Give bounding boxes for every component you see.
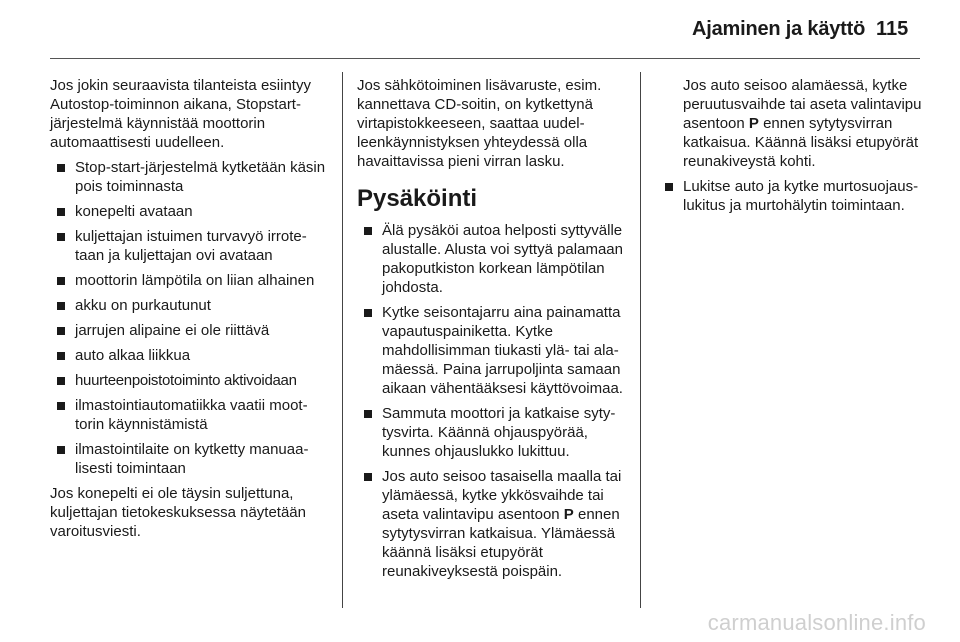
column-divider <box>342 72 343 608</box>
square-bullet-icon <box>57 327 65 335</box>
column-1-outro: Jos konepelti ei ole täysin suljettuna, kuljettajan tietokeskuksessa näytetään varoitusviesti. <box>50 485 306 540</box>
list-item: Älä pysäköi autoa helposti syttyvälle alustalle. Alusta voi syttyä palamaan pakoputkiston korkean lämpötilan johdosta. <box>357 221 629 297</box>
square-bullet-icon <box>665 183 673 191</box>
square-bullet-icon <box>364 473 372 481</box>
list-item: auto alkaa liikkua <box>50 346 330 365</box>
list-item: ilmastointiautomatiikka vaatii moottorin käynnistämistä <box>50 396 330 434</box>
page-number: 115 <box>876 18 909 40</box>
column-3 <box>658 76 948 221</box>
list-item: huurteenpoistotoiminto aktivoidaan <box>50 371 330 390</box>
list-item: jarrujen alipaine ei ole riittävä <box>50 321 330 340</box>
square-bullet-icon <box>57 208 65 216</box>
header-rule <box>50 58 920 59</box>
square-bullet-icon <box>57 352 65 360</box>
list-item: Jos auto seisoo tasaisella maalla tai ylämäessä, kytke ykkösvaihde tai aseta valintavipu asentoon P ennen sytytysvirran katkaisua. Ylämäessä käännä lisäksi etupyörät reunakiveyksestä poispäin. <box>357 467 629 581</box>
column-1-intro: Jos jokin seuraavista tilanteista esiintyy Autostop-toiminnon aikana, Stopstart-järjestelmä käynnistää moottorin automaattisesti uudelleen. <box>50 77 311 151</box>
page-title: Ajaminen ja käyttö <box>692 18 866 40</box>
list-item: moottorin lämpötila on liian alhainen <box>50 271 330 290</box>
column-divider <box>640 72 641 608</box>
list-item: Stop-start-järjestelmä kytketään käsin pois toiminnasta <box>50 158 330 196</box>
square-bullet-icon <box>57 277 65 285</box>
parking-instructions-continued <box>658 76 948 215</box>
column-2-intro: Jos sähkötoiminen lisävaruste, esim. kannettava CD-soitin, on kytkettynä virtapistokkeeseen, saattaa uudelleenkäynnistyksen yhteydessä olla havaittavissa pieni virran lasku. <box>357 77 602 170</box>
section-heading-parking: Pysäköinti <box>357 185 478 212</box>
parking-instructions-list <box>357 221 629 581</box>
square-bullet-icon <box>57 164 65 172</box>
square-bullet-icon <box>57 302 65 310</box>
autostart-conditions-list <box>50 158 330 478</box>
watermark: carmanualsonline.info <box>707 610 926 635</box>
list-item-continued: Jos auto seisoo alamäessä, kytke peruutusvaihde tai aseta valintavipu asentoon P ennen sytytysvirran katkaisua. Käännä lisäksi etupyörät reunakiveystä kohti. <box>683 77 922 170</box>
list-item: ilmastointilaite on kytketty manuaalisesti toimintaan <box>50 440 330 478</box>
square-bullet-icon <box>57 377 65 385</box>
list-item: Sammuta moottori ja katkaise sytytysvirta. Käännä ohjauspyörää, kunnes ohjauslukko lukittuu. <box>357 404 629 461</box>
square-bullet-icon <box>57 402 65 410</box>
column-2 <box>357 76 629 587</box>
list-item: Lukitse auto ja kytke murtosuojauslukitus ja murtohälytin toimintaan. <box>658 177 948 215</box>
square-bullet-icon <box>364 227 372 235</box>
square-bullet-icon <box>57 233 65 241</box>
square-bullet-icon <box>57 446 65 454</box>
list-item: konepelti avataan <box>50 202 330 221</box>
list-item: akku on purkautunut <box>50 296 330 315</box>
column-1 <box>50 76 330 541</box>
square-bullet-icon <box>364 309 372 317</box>
square-bullet-icon <box>364 410 372 418</box>
list-item: Kytke seisontajarru aina painamatta vapautuspainiketta. Kytke mahdollisimman tiukasti ylä- tai alamäessä. Paina jarrupoljinta samaan aikaan vähentääksesi käyttövoimaa. <box>357 303 629 398</box>
list-item: kuljettajan istuimen turvavyö irrotetaan ja kuljettajan ovi avataan <box>50 227 330 265</box>
